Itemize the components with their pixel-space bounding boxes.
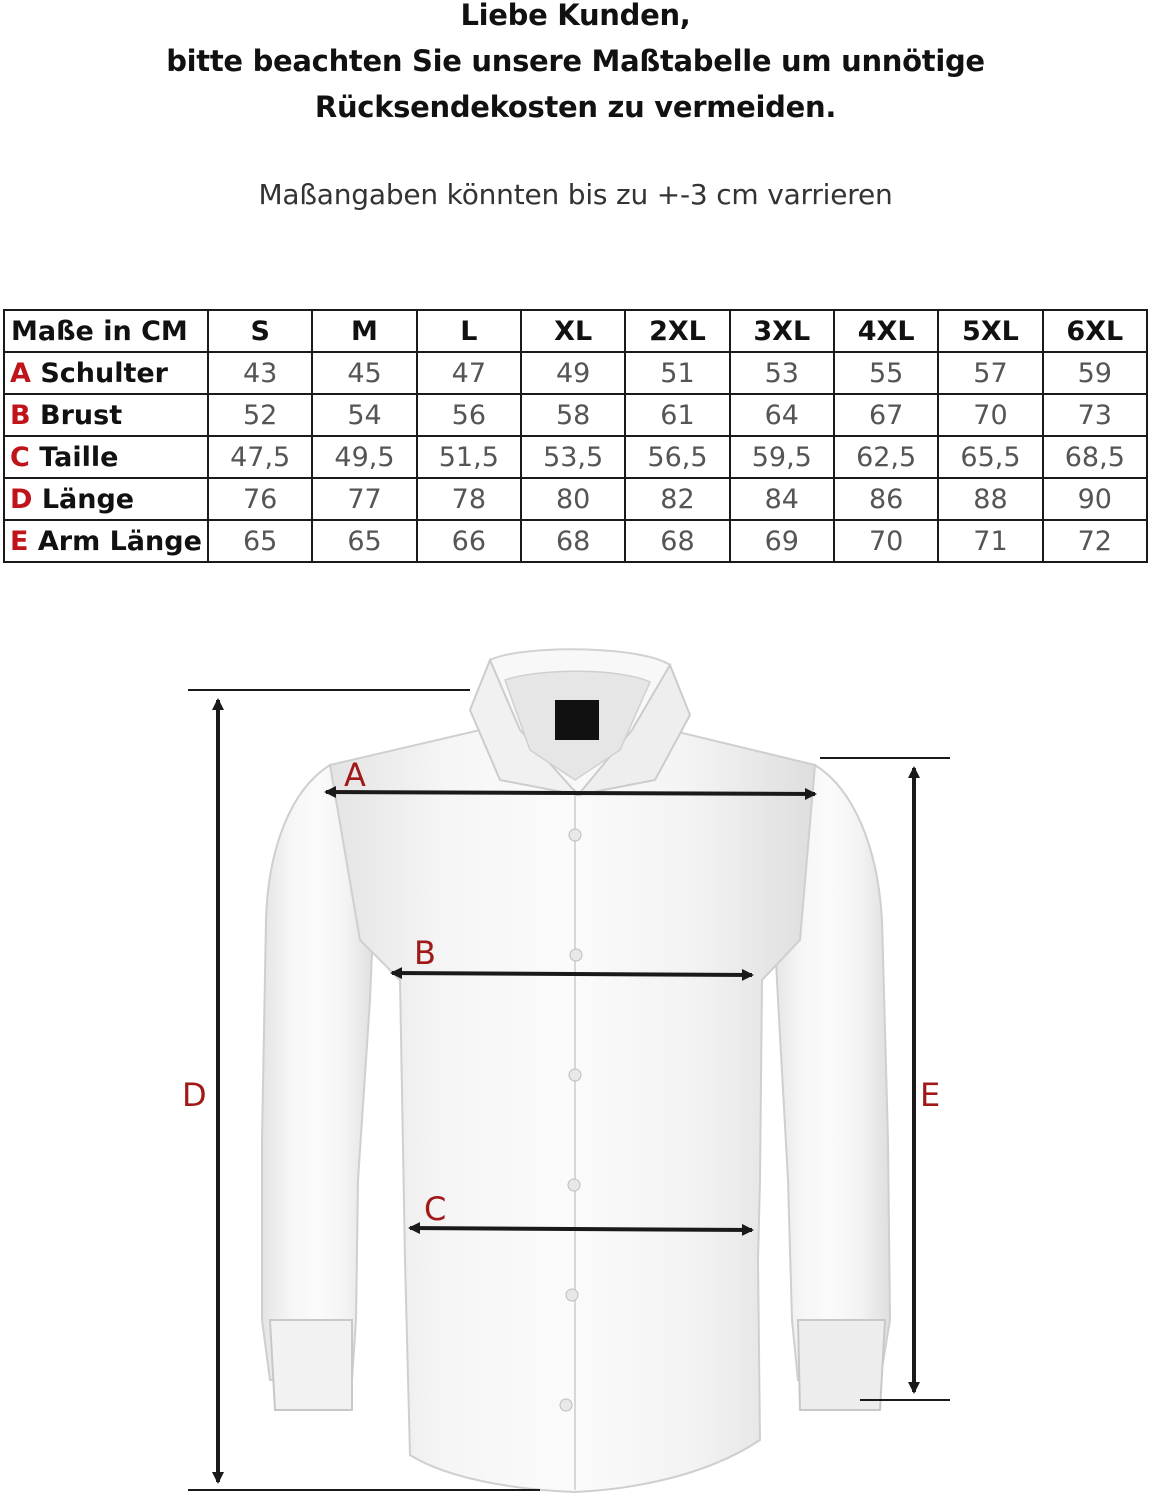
- table-cell: 49: [521, 352, 625, 394]
- table-cell: 59: [1043, 352, 1147, 394]
- table-cell: 65: [312, 520, 416, 562]
- table-cell: 78: [417, 478, 521, 520]
- button-icon: [566, 1289, 578, 1301]
- table-cell: 90: [1043, 478, 1147, 520]
- measure-arrow-c: [410, 1228, 752, 1230]
- measure-letter: E: [10, 525, 29, 557]
- greeting: Liebe Kunden,: [460, 0, 691, 32]
- table-cell: 61: [625, 394, 729, 436]
- table-row: [4, 394, 1147, 436]
- size-header: 6XL: [1043, 310, 1147, 352]
- measure-label-a: A: [344, 756, 366, 794]
- measure-letter: C: [10, 441, 30, 473]
- table-cell: 53,5: [521, 436, 625, 478]
- table-cell: 54: [312, 394, 416, 436]
- measure-name: Schulter: [40, 357, 168, 389]
- measure-arrow-a: [326, 792, 815, 794]
- table-cell: 69: [730, 520, 834, 562]
- table-cell: 70: [834, 520, 938, 562]
- table-cell: 47,5: [208, 436, 312, 478]
- button-icon: [560, 1399, 572, 1411]
- measure-label-e: E: [920, 1076, 941, 1114]
- table-cell: 68: [521, 520, 625, 562]
- table-cell: 64: [730, 394, 834, 436]
- button-icon: [569, 1069, 581, 1081]
- size-header: 4XL: [834, 310, 938, 352]
- intro-line-2: bitte beachten Sie unsere Maßtabelle um unnötige: [166, 44, 985, 78]
- table-cell: 51: [625, 352, 729, 394]
- button-icon: [570, 949, 582, 961]
- measure-label-d: D: [182, 1076, 207, 1114]
- size-header: L: [417, 310, 521, 352]
- measure-row-label: [4, 394, 208, 436]
- button-icon: [568, 1179, 580, 1191]
- measure-name: Taille: [39, 441, 119, 473]
- table-cell: 80: [521, 478, 625, 520]
- measure-letter: D: [10, 483, 33, 515]
- table-corner-label: Maße in CM: [4, 310, 208, 352]
- measure-row-label: [4, 352, 208, 394]
- table-row: [4, 520, 1147, 562]
- table-cell: 76: [208, 478, 312, 520]
- table-cell: 65: [208, 520, 312, 562]
- table-cell: 77: [312, 478, 416, 520]
- table-cell: 68: [625, 520, 729, 562]
- table-cell: 43: [208, 352, 312, 394]
- table-row: [4, 436, 1147, 478]
- measure-row-label: [4, 520, 208, 562]
- table-cell: 71: [938, 520, 1042, 562]
- table-cell: 88: [938, 478, 1042, 520]
- table-cell: 49,5: [312, 436, 416, 478]
- table-cell: 65,5: [938, 436, 1042, 478]
- size-header: 2XL: [625, 310, 729, 352]
- measure-name: Arm Länge: [37, 525, 202, 557]
- measure-letter: A: [10, 357, 31, 389]
- tolerance-note: Maßangaben könnten bis zu +-3 cm varrieren: [258, 178, 893, 211]
- table-cell: 73: [1043, 394, 1147, 436]
- table-cell: 52: [208, 394, 312, 436]
- table-cell: 67: [834, 394, 938, 436]
- size-header-row: [4, 310, 1147, 352]
- table-cell: 68,5: [1043, 436, 1147, 478]
- table-cell: 58: [521, 394, 625, 436]
- table-cell: 62,5: [834, 436, 938, 478]
- measure-letter: B: [10, 399, 31, 431]
- table-cell: 86: [834, 478, 938, 520]
- table-cell: 56: [417, 394, 521, 436]
- table-row: [4, 352, 1147, 394]
- table-cell: 51,5: [417, 436, 521, 478]
- table-cell: 47: [417, 352, 521, 394]
- table-cell: 66: [417, 520, 521, 562]
- table-cell: 82: [625, 478, 729, 520]
- shirt-diagram: [0, 620, 1151, 1500]
- measure-arrow-b: [392, 973, 752, 975]
- table-cell: 56,5: [625, 436, 729, 478]
- table-cell: 55: [834, 352, 938, 394]
- measure-label-b: B: [414, 934, 436, 972]
- table-cell: 45: [312, 352, 416, 394]
- table-row: [4, 478, 1147, 520]
- measure-name: Brust: [40, 399, 123, 431]
- measure-row-label: [4, 478, 208, 520]
- measure-label-c: C: [424, 1190, 447, 1228]
- brand-label: [555, 700, 599, 740]
- size-header: XL: [521, 310, 625, 352]
- table-cell: 57: [938, 352, 1042, 394]
- table-cell: 70: [938, 394, 1042, 436]
- size-table: [3, 309, 1148, 563]
- intro-line-3: Rücksendekosten zu vermeiden.: [314, 90, 837, 124]
- size-header: S: [208, 310, 312, 352]
- table-cell: 59,5: [730, 436, 834, 478]
- table-cell: 53: [730, 352, 834, 394]
- button-icon: [569, 829, 581, 841]
- table-cell: 84: [730, 478, 834, 520]
- measure-name: Länge: [41, 483, 135, 515]
- table-cell: 72: [1043, 520, 1147, 562]
- size-header: 3XL: [730, 310, 834, 352]
- measure-row-label: [4, 436, 208, 478]
- size-header: 5XL: [938, 310, 1042, 352]
- size-header: M: [312, 310, 416, 352]
